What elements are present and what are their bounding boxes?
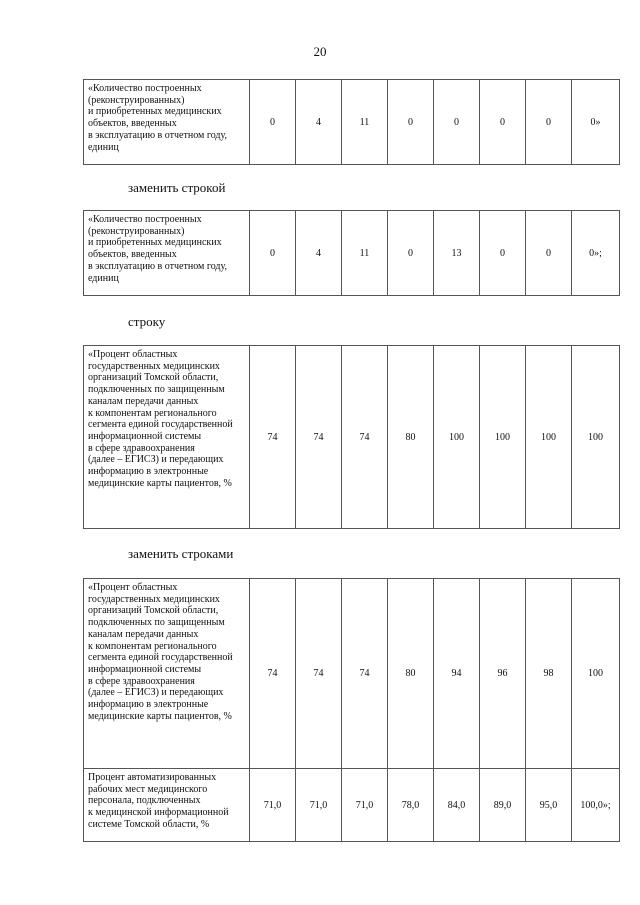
indicator-table-original-1	[83, 79, 620, 165]
cell-value: 11	[342, 80, 388, 165]
cell-value: 0	[388, 211, 434, 296]
cell-value: 89,0	[480, 769, 526, 842]
cell-value: 13	[434, 211, 480, 296]
indicator-table-original-2	[83, 345, 620, 529]
cell-value: 100	[480, 346, 526, 529]
row-label: «Количество построенных (реконструированных) и приобретенных медицинских объектов, введенных в эксплуатацию в отчетном году, единиц	[84, 211, 250, 296]
cell-value: 0»	[572, 80, 620, 165]
cell-value: 74	[342, 579, 388, 769]
caption-replace-with-row: заменить строкой	[128, 180, 226, 195]
cell-value: 100	[526, 346, 572, 529]
table-row	[84, 211, 620, 296]
table-row	[84, 579, 620, 769]
cell-value: 71,0	[342, 769, 388, 842]
page-number: 20	[313, 44, 327, 59]
cell-value: 4	[296, 80, 342, 165]
cell-value: 80	[388, 346, 434, 529]
cell-value: 71,0	[296, 769, 342, 842]
caption-replace-with-rows: заменить строками	[128, 546, 234, 561]
cell-value: 0	[434, 80, 480, 165]
cell-value: 100	[572, 579, 620, 769]
cell-value: 0	[250, 80, 296, 165]
table-row	[84, 80, 620, 165]
cell-value: 74	[296, 346, 342, 529]
cell-value: 4	[296, 211, 342, 296]
cell-value: 0»;	[572, 211, 620, 296]
row-label: Процент автоматизированных рабочих мест медицинского персонала, подключенных к медицинской информационной системе Томской области, %	[84, 769, 250, 842]
cell-value: 0	[388, 80, 434, 165]
table-row	[84, 769, 620, 842]
cell-value: 74	[296, 579, 342, 769]
cell-value: 0	[480, 80, 526, 165]
cell-value: 0	[526, 80, 572, 165]
cell-value: 0	[250, 211, 296, 296]
row-label: «Процент областных государственных медицинских организаций Томской области, подключенных по защищенным каналам передачи данных к компонентам регионального сегмента единой государственной информационной системы в сфере здравоохранения (далее – ЕГИСЗ) и передающих информацию в электронные медицинские карты пациентов, %	[84, 346, 250, 529]
cell-value: 78,0	[388, 769, 434, 842]
cell-value: 96	[480, 579, 526, 769]
indicator-table-replacement-2	[83, 578, 620, 842]
caption-row: строку	[128, 314, 166, 329]
cell-value: 95,0	[526, 769, 572, 842]
table-row	[84, 346, 620, 529]
cell-value: 74	[342, 346, 388, 529]
cell-value: 98	[526, 579, 572, 769]
cell-value: 74	[250, 579, 296, 769]
cell-value: 0	[526, 211, 572, 296]
cell-value: 100,0»;	[572, 769, 620, 842]
cell-value: 100	[434, 346, 480, 529]
cell-value: 94	[434, 579, 480, 769]
cell-value: 11	[342, 211, 388, 296]
cell-value: 74	[250, 346, 296, 529]
indicator-table-replacement-1	[83, 210, 620, 296]
row-label: «Процент областных государственных медицинских организаций Томской области, подключенных по защищенным каналам передачи данных к компонентам регионального сегмента единой государственной информационной системы в сфере здравоохранения (далее – ЕГИСЗ) и передающих информацию в электронные медицинские карты пациентов, %	[84, 579, 250, 769]
cell-value: 84,0	[434, 769, 480, 842]
cell-value: 71,0	[250, 769, 296, 842]
cell-value: 80	[388, 579, 434, 769]
cell-value: 100	[572, 346, 620, 529]
cell-value: 0	[480, 211, 526, 296]
row-label: «Количество построенных (реконструированных) и приобретенных медицинских объектов, введенных в эксплуатацию в отчетном году, единиц	[84, 80, 250, 165]
